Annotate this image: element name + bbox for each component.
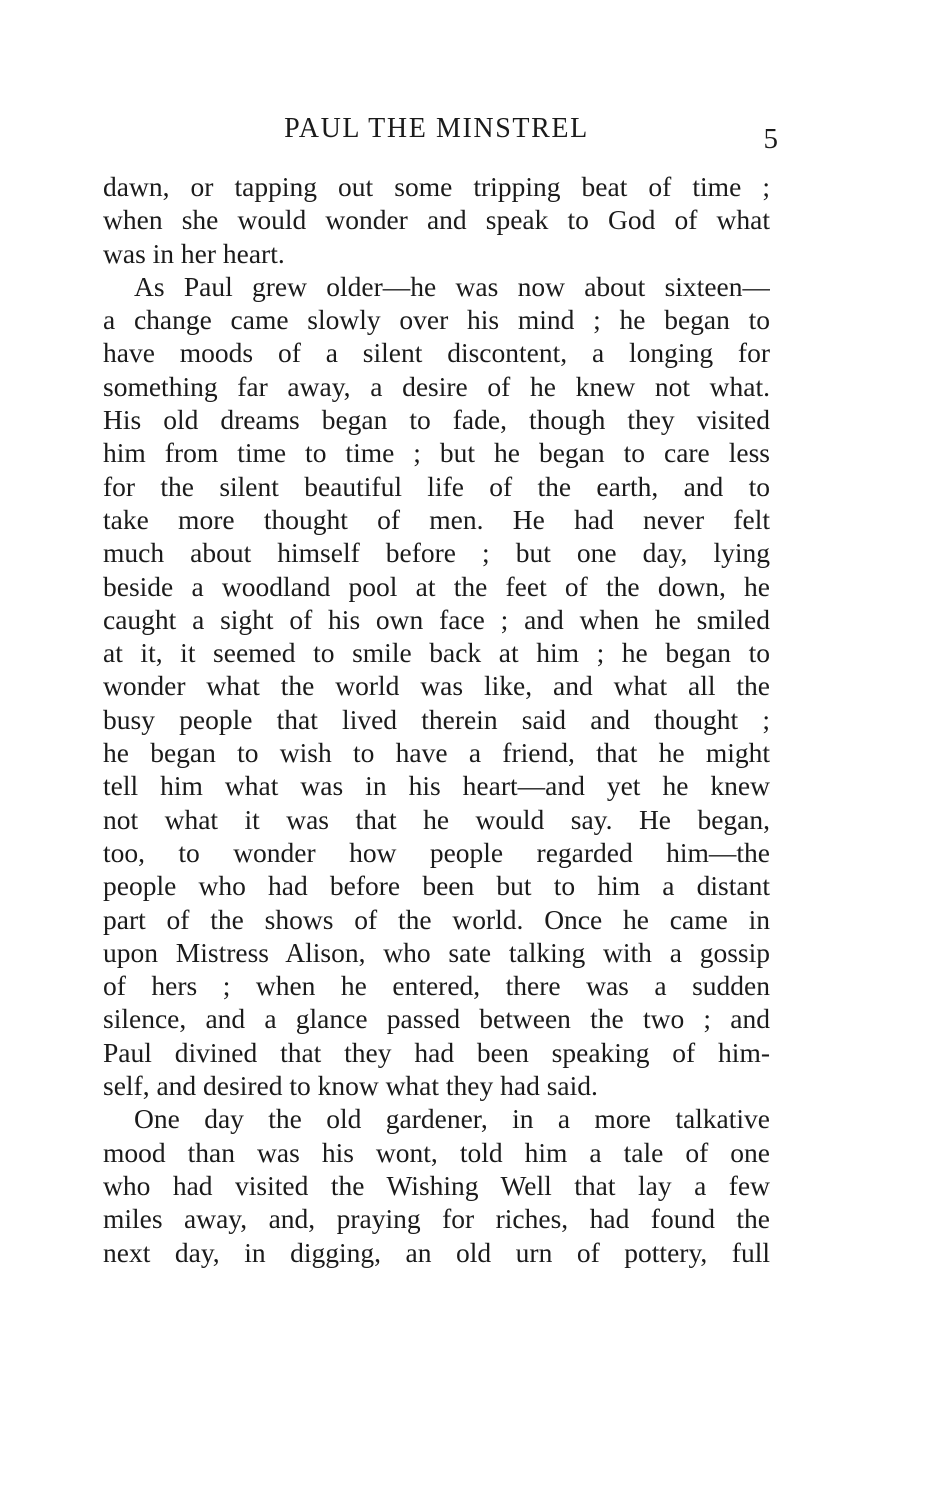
text-line: people who had before been but to him a distant xyxy=(103,870,770,902)
text-line: beside a woodland pool at the feet of the down, he xyxy=(103,570,770,602)
text-line: silence, and a glance passed between the two ; and xyxy=(103,1003,770,1035)
text-line: Paul divined that they had been speaking of him- xyxy=(103,1036,770,1068)
body-text xyxy=(103,170,770,1269)
text-line: a change came slowly over his mind ; he began to xyxy=(103,304,770,336)
text-line: caught a sight of his own face ; and when he smiled xyxy=(103,603,770,635)
text-line: was in her heart. xyxy=(103,237,285,269)
text-line: have moods of a silent discontent, a longing for xyxy=(103,337,770,369)
text-line: for the silent beautiful life of the earth, and to xyxy=(103,470,770,502)
text-line: One day the old gardener, in a more talkative xyxy=(134,1103,770,1135)
text-line: next day, in digging, an old urn of pottery, full xyxy=(103,1236,770,1268)
text-line: when she would wonder and speak to God of what xyxy=(103,204,770,236)
text-line: of hers ; when he entered, there was a sudden xyxy=(103,970,770,1002)
text-line: busy people that lived therein said and thought ; xyxy=(103,703,770,735)
text-line: too, to wonder how people regarded him—the xyxy=(103,836,770,868)
text-line: who had visited the Wishing Well that lay a few xyxy=(103,1169,770,1201)
running-head xyxy=(103,112,778,155)
text-line: upon Mistress Alison, who sate talking with a gossip xyxy=(103,936,770,968)
text-line: at it, it seemed to smile back at him ; he began to xyxy=(103,637,770,669)
text-line: miles away, and, praying for riches, had found the xyxy=(103,1203,770,1235)
text-line: self, and desired to know what they had said. xyxy=(103,1070,598,1102)
text-line: part of the shows of the world. Once he came in xyxy=(103,903,770,935)
text-line: him from time to time ; but he began to care less xyxy=(103,437,770,469)
text-line: he began to wish to have a friend, that he might xyxy=(103,737,770,769)
text-line: dawn, or tapping out some tripping beat of time ; xyxy=(103,171,770,202)
text-line: not what it was that he would say. He began, xyxy=(103,803,770,835)
text-line: something far away, a desire of he knew not what. xyxy=(103,370,770,402)
text-line: His old dreams began to fade, though they visited xyxy=(103,404,770,436)
running-title: PAUL THE MINSTREL xyxy=(284,113,589,144)
text-line: wonder what the world was like, and what all the xyxy=(103,670,770,702)
text-line: much about himself before ; but one day, lying xyxy=(103,537,770,569)
text-line: As Paul grew older—he was now about sixteen— xyxy=(134,270,770,302)
page-number: 5 xyxy=(763,123,778,155)
text-line: mood than was his wont, told him a tale of one xyxy=(103,1136,770,1168)
text-line: take more thought of men. He had never felt xyxy=(103,503,770,535)
text-line: tell him what was in his heart—and yet he knew xyxy=(103,770,770,802)
